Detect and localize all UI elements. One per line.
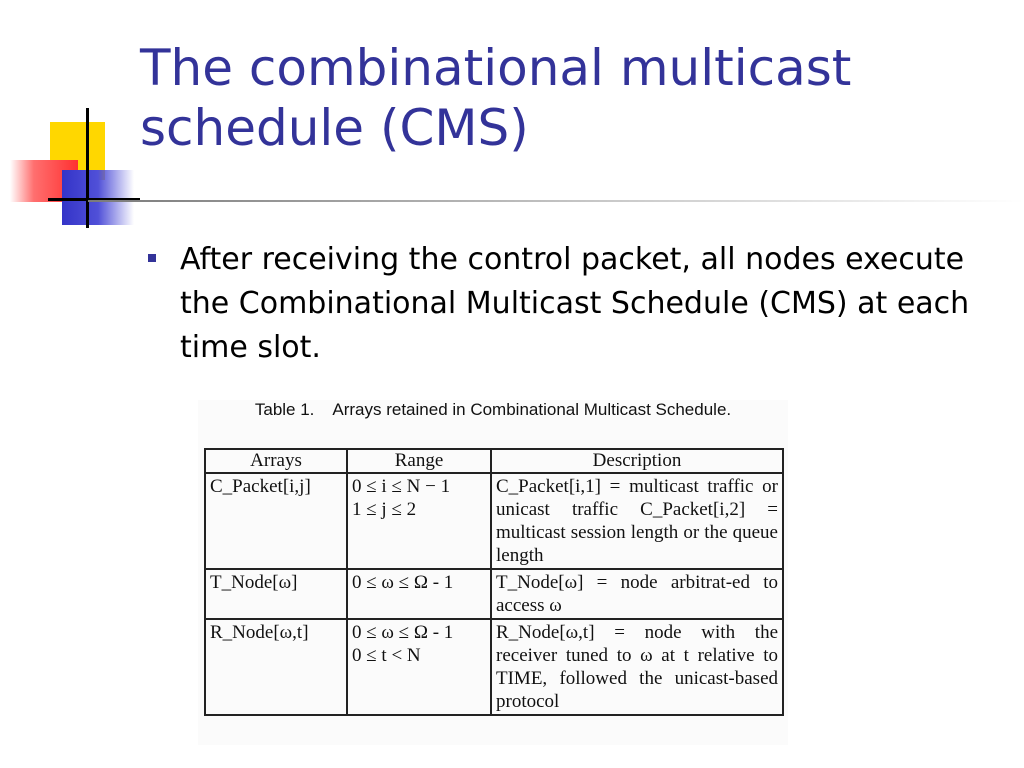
cell-array: C_Packet[i,j] [205, 473, 347, 569]
header-description: Description [491, 449, 783, 473]
table-row [205, 619, 783, 715]
arrays-table [204, 448, 784, 716]
cell-array: R_Node[ω,t] [205, 619, 347, 715]
cell-description: T_Node[ω] = node arbitrat-ed to access ω [491, 569, 783, 619]
cell-array: T_Node[ω] [205, 569, 347, 619]
table-caption-text: Arrays retained in Combinational Multicast Schedule. [332, 400, 732, 419]
cell-description: C_Packet[i,1] = multicast traffic or unicast traffic C_Packet[i,2] = multicast session length or the queue length [491, 473, 783, 569]
cell-range [347, 473, 491, 569]
vertical-crosshair-line [86, 108, 89, 228]
range-line: 1 ≤ j ≤ 2 [352, 499, 417, 520]
table-caption [198, 400, 788, 420]
title-divider [88, 200, 1024, 202]
cell-description: R_Node[ω,t] = node with the receiver tuned to ω at t relative to TIME, followed the unicast-based protocol [491, 619, 783, 715]
table-row [205, 473, 783, 569]
cell-range [347, 619, 491, 715]
table-row [205, 569, 783, 619]
table-header-row [205, 449, 783, 473]
range-line: 0 ≤ t < N [352, 645, 421, 666]
range-line: 0 ≤ ω ≤ Ω - 1 [352, 622, 454, 643]
slide-title: The combinational multicast schedule (CMS) [140, 39, 852, 157]
cell-range [347, 569, 491, 619]
slide-logo-decoration [0, 100, 140, 230]
bullet-text: After receiving the control packet, all nodes execute the Combinational Multicast Schedule (CMS) at each time slot. [180, 242, 970, 365]
range-line: 0 ≤ i ≤ N − 1 [352, 476, 451, 497]
table-figure [198, 400, 788, 745]
header-arrays: Arrays [205, 449, 347, 473]
bullet-square-icon [148, 254, 156, 262]
range-line: 0 ≤ ω ≤ Ω - 1 [352, 572, 454, 593]
header-range: Range [347, 449, 491, 473]
table-caption-label: Table 1. [254, 400, 315, 419]
